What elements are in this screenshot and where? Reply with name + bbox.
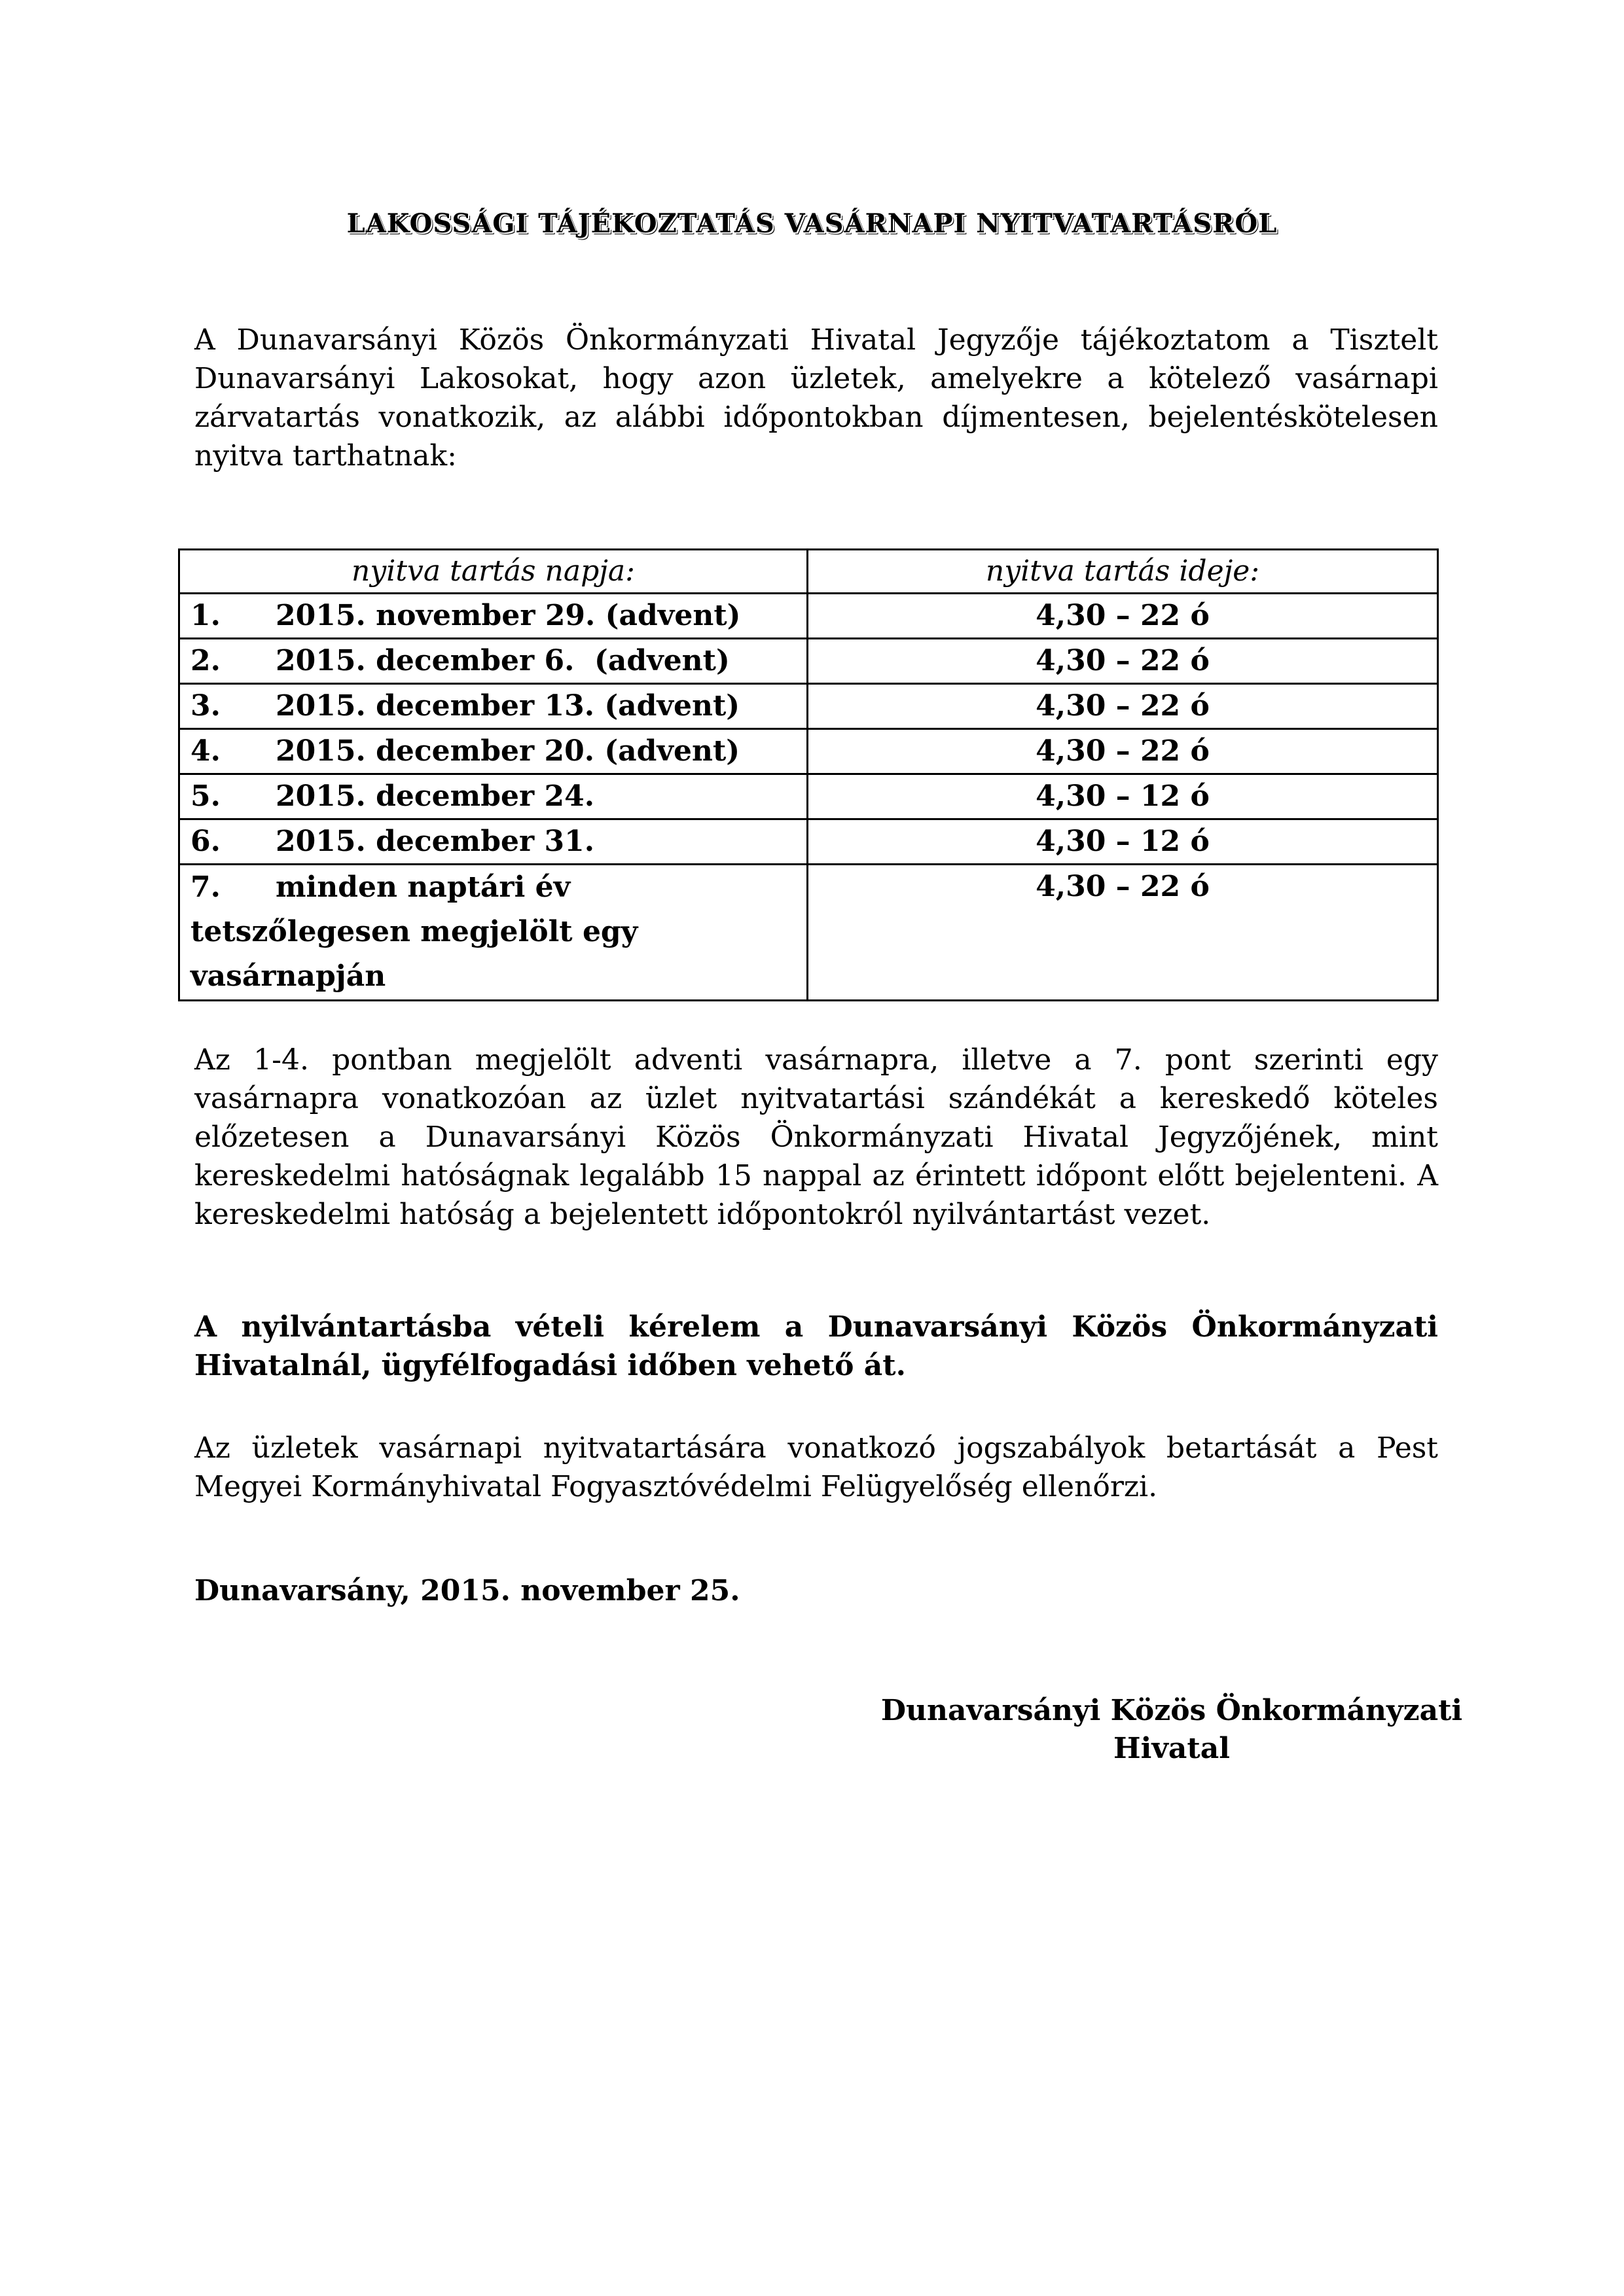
table-header-row bbox=[179, 550, 1438, 594]
time-cell: 4,30 – 22 ó bbox=[808, 865, 1438, 1001]
header-day: nyitva tartás napja: bbox=[179, 550, 808, 594]
day-cell bbox=[179, 819, 808, 865]
date-line: Dunavarsány, 2015. november 25. bbox=[194, 1574, 740, 1607]
table-row bbox=[179, 639, 1438, 684]
time-cell: 4,30 – 22 ó bbox=[808, 639, 1438, 684]
row-number: 6. bbox=[190, 825, 221, 858]
time-cell: 4,30 – 22 ó bbox=[808, 594, 1438, 639]
day-text: 2015. december 13. (advent) bbox=[276, 689, 740, 723]
table-row bbox=[179, 819, 1438, 865]
row-number: 3. bbox=[190, 689, 221, 723]
table-row bbox=[179, 684, 1438, 729]
day-text: minden naptári év tetszőlegesen megjelölt egy vasárnapján bbox=[190, 870, 638, 993]
day-text: 2015. december 31. bbox=[276, 825, 595, 858]
time-cell: 4,30 – 12 ó bbox=[808, 819, 1438, 865]
row-number: 7. bbox=[190, 870, 221, 904]
notice-paragraph: Az 1-4. pontban megjelölt adventi vasárnapra, illetve a 7. pont szerinti egy vasárnapra vonatkozóan az üzlet nyitvatartási szándékát a kereskedő köteles előzetesen a Dunavarsányi Közös Önkormányzati Hivatal Jegyzőjének, mint kereskedelmi hatóságnak legalább 15 nappal az érintett időpont előtt bejelenteni. A kereskedelmi hatóság a bejelentett időpontokról nyilvántartást vezet. bbox=[194, 1043, 1438, 1231]
day-cell bbox=[179, 729, 808, 774]
day-text: 2015. december 20. (advent) bbox=[276, 734, 740, 768]
time-cell: 4,30 – 22 ó bbox=[808, 684, 1438, 729]
time-cell: 4,30 – 22 ó bbox=[808, 729, 1438, 774]
day-cell bbox=[179, 774, 808, 819]
day-cell bbox=[179, 594, 808, 639]
day-text: 2015. november 29. (advent) bbox=[276, 599, 741, 632]
table-row bbox=[179, 865, 1438, 1001]
signature-line-1: Dunavarsányi Közös Önkormányzati bbox=[880, 1694, 1463, 1727]
signature-block bbox=[844, 1692, 1499, 1768]
control-paragraph: Az üzletek vasárnapi nyitvatartására vonatkozó jogszabályok betartását a Pest Megyei Kormányhivatal Fogyasztóvédelmi Felügyelőség ellenőrzi. bbox=[194, 1431, 1438, 1503]
day-text: 2015. december 24. bbox=[276, 780, 595, 813]
signature-line-2: Hivatal bbox=[1113, 1732, 1230, 1765]
table-row bbox=[179, 594, 1438, 639]
row-number: 2. bbox=[190, 644, 221, 677]
table-row bbox=[179, 774, 1438, 819]
row-number: 1. bbox=[190, 599, 221, 632]
day-cell bbox=[179, 865, 808, 1001]
day-text: 2015. december 6. (advent) bbox=[276, 644, 730, 677]
time-cell: 4,30 – 12 ó bbox=[808, 774, 1438, 819]
document-title: LAKOSSÁGI TÁJÉKOZTATÁS VASÁRNAPI NYITVATARTÁSRÓL bbox=[346, 208, 1278, 239]
row-number: 4. bbox=[190, 734, 221, 768]
intro-paragraph: A Dunavarsányi Közös Önkormányzati Hivatal Jegyzője tájékoztatom a Tisztelt Dunavarsányi Lakosokat, hogy azon üzletek, amelyekre a kötelező vasárnapi zárvatartás vonatkozik, az alábbi időpontokban díjmentesen, bejelentéskötelesen nyitva tarthatnak: bbox=[194, 323, 1438, 473]
day-cell bbox=[179, 639, 808, 684]
header-time: nyitva tartás ideje: bbox=[808, 550, 1438, 594]
request-paragraph: A nyilvántartásba vételi kérelem a Dunavarsányi Közös Önkormányzati Hivatalnál, ügyfélfogadási időben vehető át. bbox=[194, 1310, 1438, 1382]
row-number: 5. bbox=[190, 780, 221, 813]
table-row bbox=[179, 729, 1438, 774]
day-cell bbox=[179, 684, 808, 729]
opening-schedule-table bbox=[178, 548, 1439, 1001]
